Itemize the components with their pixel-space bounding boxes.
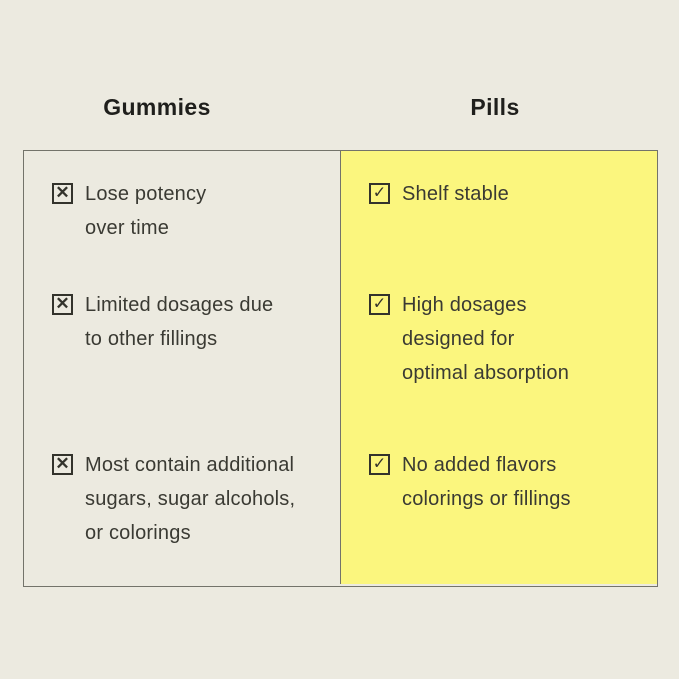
cell-text [85,288,273,356]
cell-text-line: No added flavors [402,454,557,476]
check-mark: ✓ [372,184,387,201]
cell-text-line: optimal absorption [402,362,570,384]
cell-text [402,177,509,211]
cell-text-line: over time [85,217,170,239]
cell-text [402,288,569,390]
check-mark: ✓ [372,455,387,472]
table-cell-pills-row2 [340,262,657,422]
cell-text-line: or colorings [85,522,191,544]
table-cell-pills-row1 [340,151,657,262]
cell-text-line: Shelf stable [402,183,509,205]
table-cell-gummies-row1 [24,151,340,262]
x-mark: ✕ [55,183,70,202]
cell-text [402,448,571,516]
column-title-pills: Pills [470,94,520,120]
x-checkbox-icon [52,183,73,204]
table-cell-pills-row3 [340,422,657,584]
table-cell-gummies-row2 [24,262,340,422]
cell-text [85,448,295,550]
cell-text-line: Lose potency [85,183,207,205]
check-checkbox-icon [369,294,390,315]
cell-text-line: designed for [402,328,515,350]
check-checkbox-icon [369,183,390,204]
check-mark: ✓ [372,295,387,312]
x-checkbox-icon [52,294,73,315]
cell-text-line: Limited dosages due [85,294,274,316]
cell-text-line: colorings or fillings [402,488,571,510]
cell-text-line: to other fillings [85,328,218,350]
table-cell-gummies-row3 [24,422,340,584]
x-mark: ✕ [55,454,70,473]
cell-text [85,177,206,245]
cell-text-line: sugars, sugar alcohols, [85,488,296,510]
cell-text-line: Most contain additional [85,454,295,476]
x-mark: ✕ [55,294,70,313]
column-title-gummies: Gummies [103,94,211,120]
x-checkbox-icon [52,454,73,475]
check-checkbox-icon [369,454,390,475]
comparison-table [23,150,658,587]
cell-text-line: High dosages [402,294,527,316]
